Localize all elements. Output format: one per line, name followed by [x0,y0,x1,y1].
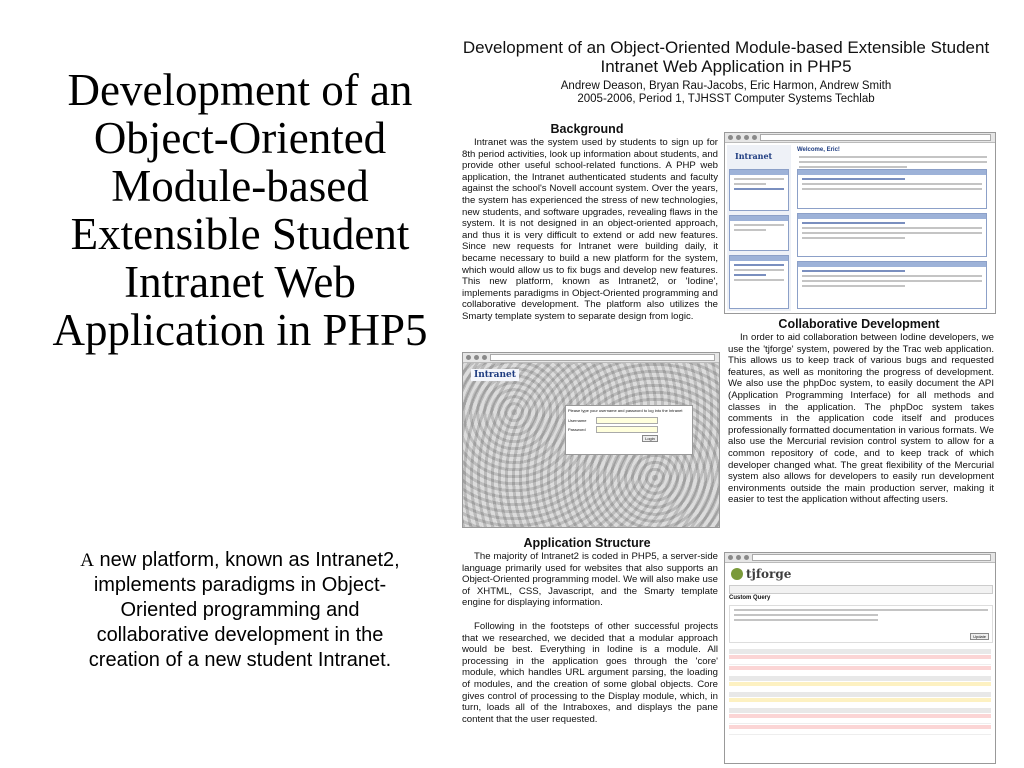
collab-text: In order to aid collaboration between Iodine developers, we use the 'tjforge' system, powered by the Trac web application. This allows us to keep track of various bugs and requested features, as well as monitoring the progress of development. We also use the phpDoc system, to easily document the API (Application Programming Interface) for all methods and classes in the application. The phpDoc system takes comments in the application code itself and produces professionally formatted documentation in various formats. We also use the Mercurial revision control system to allow for a common repository of code, and to keep track of which developer changed what. The great flexibility of the Mercurial system also allows for developers to easily run development environments outside the main production server, making it easier to test the application without affecting users. [728,332,994,506]
structure-text-2: Following in the footsteps of other successful projects that we researched, we decided that a modular approach would be best. Everything in Iodine is a module. All processing in the application goes through the 'core' module, which handles URL argument parsing, the loading of modules, and the creation of some global objects. Core gives control of processing to the Display module, which, in turn, loads all of the Intraboxes, and displays the pane content that the user requested. [462,621,718,725]
forward-icon [736,555,741,560]
custom-query-heading: Custom Query [729,595,771,601]
password-label: Password [568,427,586,432]
poster-authors [458,80,994,106]
background-heading: Background [550,122,624,136]
poster [458,36,994,762]
poster-title: Development of an Object-Oriented Module-based Extensible Student Intranet Web Application in PHP5 [462,38,990,76]
login-prompt: Please type your username and password to log into the Intranet [568,408,683,413]
browser-toolbar [725,553,995,563]
password-field[interactable] [596,426,658,433]
poster-author-names: Andrew Deason, Bryan Rau-Jacobs, Eric Harmon, Andrew Smith [560,80,892,92]
username-label: Username [568,418,587,423]
home-icon [752,135,757,140]
intranet-logo: Intranet [471,369,519,381]
intranet-logo: Intranet [735,151,773,161]
address-bar [490,354,715,361]
structure-heading: Application Structure [523,536,651,550]
caption-rest: new platform, known as Intranet2, implements paradigms in Object-Oriented programming and collaborative development in the creation of a new student Intranet. [88,549,400,671]
back-icon [466,355,471,360]
intranet-login-screenshot [462,352,720,528]
address-bar [752,554,991,561]
browser-toolbar [725,133,995,143]
reload-icon [744,555,749,560]
reload-icon [744,135,749,140]
forward-icon [736,135,741,140]
welcome-heading: Welcome, Eric! [797,147,840,153]
collab-heading: Collaborative Development [778,317,940,331]
back-icon [728,555,733,560]
poster-course: 2005-2006, Period 1, TJHSST Computer Systems Techlab [577,93,875,105]
structure-text-1: The majority of Intranet2 is coded in PHP5, a server-side language primarily used for websites that also supports an Object-Oriented programming model. We will also make use of XHTML, CSS, Javascript, and the Smarty template engine for displaying information. [462,551,718,609]
back-icon [728,135,733,140]
tjforge-screenshot [724,552,996,764]
reload-icon [482,355,487,360]
tjforge-logo-icon [731,568,743,580]
caption-lead: A [80,550,94,571]
username-field[interactable] [596,417,658,424]
update-button[interactable]: Update [970,633,989,640]
slide-caption [62,548,418,673]
browser-toolbar [463,353,719,363]
tjforge-logo: tjforge [746,567,792,581]
forward-icon [474,355,479,360]
address-bar [760,134,991,141]
background-text: Intranet was the system used by students to sign up for 8th period activities, look up information about students, and provide other useful school-related functions. A PHP web application, the Intranet authenticated students and faculty against the school's Novell account system. Over the years, the system has experienced the stress of new technologies, new students, and software upgrades, revealing flaws in the system. It is not designed in an object-oriented approach, and thus it is very difficult to extend or add new features. Since new requests for Intranet were building daily, it became necessary to build a new platform for the system, which would allow us to fix bugs and develop new features. This new platform, known as Intranet2, or 'Iodine', implements paradigms in Object-Oriented programming and collaborative development. The platform also utilizes the Smarty template system to separate design from logic. [462,137,718,322]
login-button[interactable]: Login [642,435,658,442]
intranet-welcome-screenshot [724,132,996,314]
slide-title: Development of an Object-Oriented Module-based Extensible Student Intranet Web Application in PHP5 [52,65,428,355]
